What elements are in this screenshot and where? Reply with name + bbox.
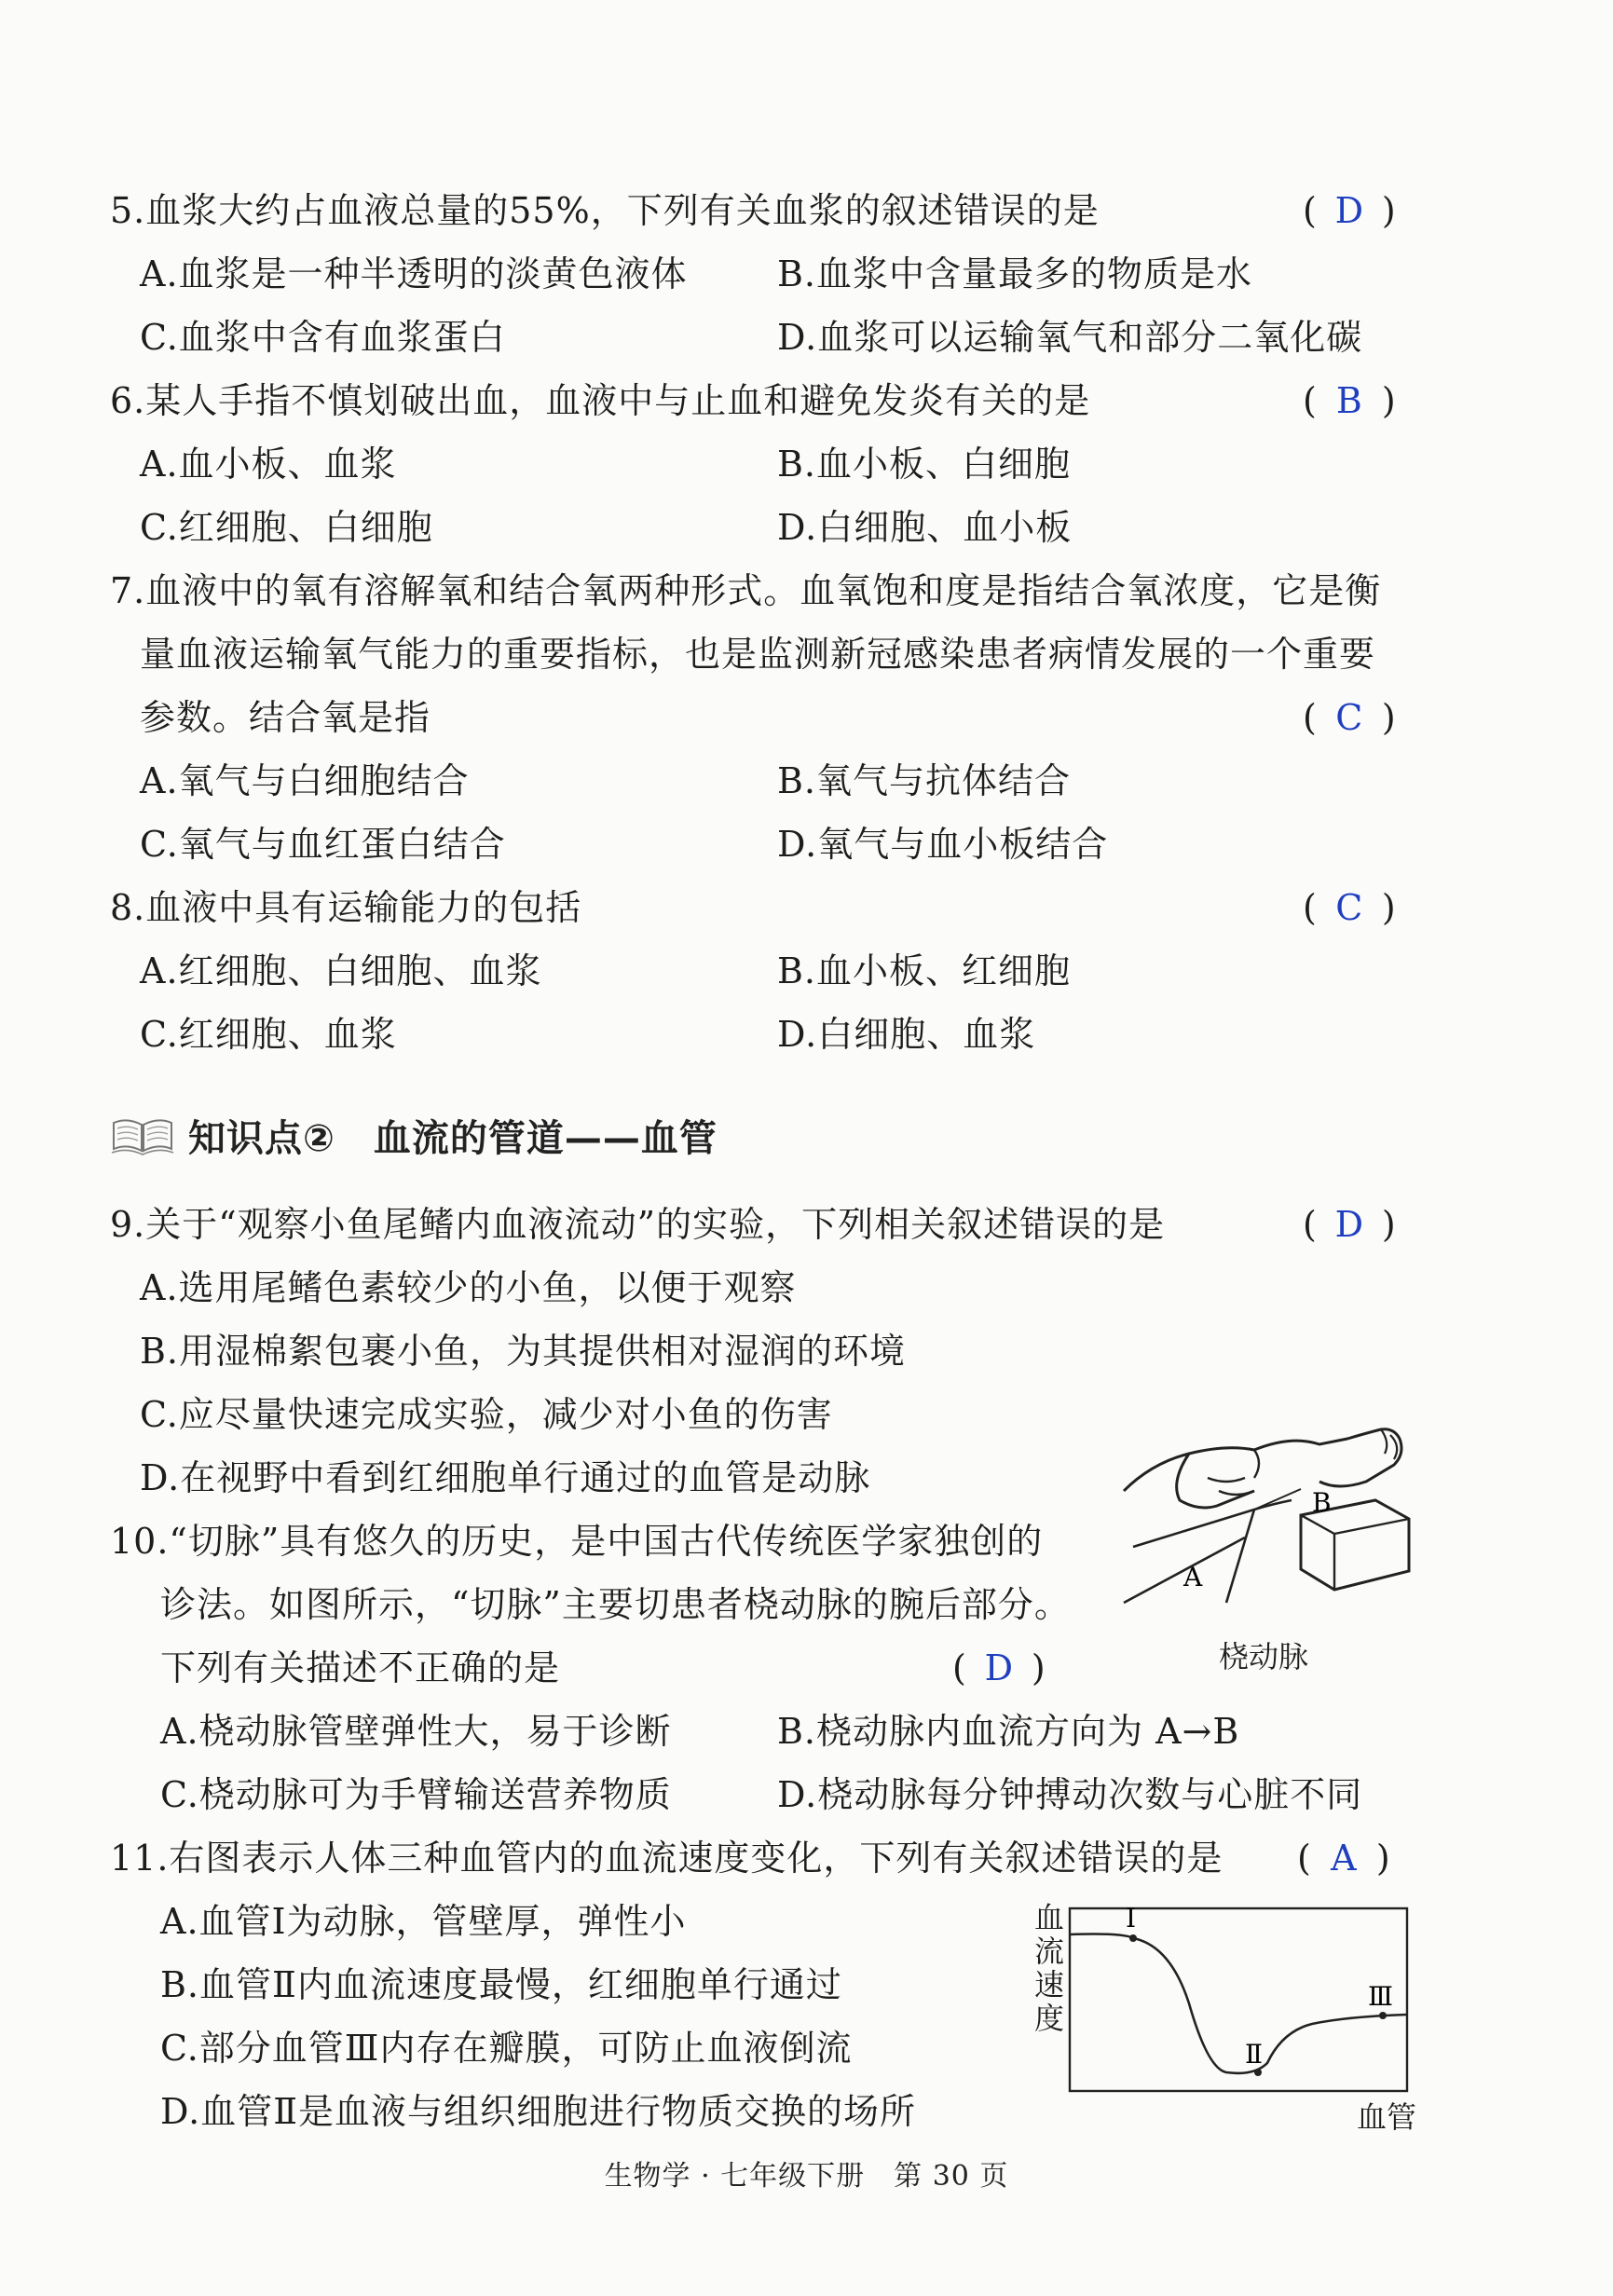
figure11-ylabel: 血流速度 (1033, 1900, 1064, 2036)
q7-option-d: D.氧气与血小板结合 (777, 824, 1109, 865)
q6-stem: 6.某人手指不慎划破出血，血液中与止血和避免发炎有关的是 (110, 380, 1091, 421)
q11-option-b: B.血管Ⅱ内血流速度最慢，红细胞单行通过 (160, 1964, 842, 2005)
q9-answer: D (1334, 1204, 1364, 1245)
figure10-caption: 桡动脉 (1219, 1639, 1309, 1674)
q8-option-c: C.红细胞、血浆 (140, 1014, 397, 1055)
q7-option-a: A.氧气与白细胞结合 (140, 760, 470, 801)
q7-answer-bracket: ( C ) (1303, 697, 1396, 738)
figure11-xlabel: 血管 (1357, 2099, 1417, 2135)
q10-stem-line-3: 下列有关描述不正确的是 (160, 1647, 561, 1688)
q11-stem: 11.右图表示人体三种血管内的血流速度变化，下列有关叙述错误的是 (110, 1838, 1223, 1879)
q10-option-c: C.桡动脉可为手臂输送营养物质 (160, 1774, 672, 1815)
q11-option-d: D.血管Ⅱ是血液与组织细胞进行物质交换的场所 (160, 2091, 917, 2132)
q11-option-a: A.血管Ⅰ为动脉，管壁厚，弹性小 (160, 1901, 687, 1942)
q8-option-b: B.血小板、红细胞 (777, 950, 1072, 991)
q10-option-b: B.桡动脉内血流方向为 A→B (777, 1711, 1240, 1752)
wrist-pulse-figure (1114, 1426, 1422, 1612)
q6-option-d: D.白细胞、血小板 (777, 507, 1073, 548)
q8-answer-bracket: ( C ) (1303, 887, 1396, 928)
figure10-label-a: A (1183, 1562, 1203, 1592)
q8-option-d: D.白细胞、血浆 (777, 1014, 1036, 1055)
q5-option-a: A.血浆是一种半透明的淡黄色液体 (140, 253, 688, 294)
q10-stem-line-1: 10.“切脉”具有悠久的历史，是中国古代传统医学家独创的 (110, 1521, 1044, 1562)
q11-option-c: C.部分血管Ⅲ内存在瓣膜，可防止血液倒流 (160, 2028, 853, 2069)
q6-option-c: C.红细胞、白细胞 (140, 507, 433, 548)
q11-answer-bracket: ( A ) (1297, 1838, 1390, 1879)
q7-stem-line-3: 参数。结合氧是指 (140, 697, 431, 738)
q7-stem-line-1: 7.血液中的氧有溶解氧和结合氧两种形式。血氧饱和度是指结合氧浓度，它是衡 (110, 570, 1382, 611)
q8-stem: 8.血液中具有运输能力的包括 (110, 887, 582, 928)
q10-answer-bracket: ( D ) (952, 1647, 1046, 1688)
q10-stem-line-2: 诊法。如图所示，“切脉”主要切患者桡动脉的腕后部分。 (160, 1584, 1071, 1625)
q6-option-b: B.血小板、白细胞 (777, 444, 1072, 485)
q7-answer: C (1335, 697, 1363, 738)
q5-stem: 5.血浆大约占血液总量的55%，下列有关血浆的叙述错误的是 (110, 190, 1100, 231)
q5-option-d: D.血浆可以运输氧气和部分二氧化碳 (777, 317, 1363, 358)
section-title: 知识点② 血流的管道——血管 (188, 1116, 718, 1160)
figure11-label-3: Ⅲ (1368, 1981, 1394, 2012)
q10-option-a: A.桡动脉管壁弹性大，易于诊断 (160, 1711, 672, 1752)
q11-answer: A (1331, 1838, 1357, 1879)
q9-option-c: C.应尽量快速完成实验，减少对小鱼的伤害 (140, 1394, 833, 1435)
q6-answer: B (1335, 380, 1362, 421)
figure11-label-2: Ⅱ (1245, 2039, 1264, 2070)
q7-option-c: C.氧气与血红蛋白结合 (140, 824, 506, 865)
q5-option-b: B.血浆中含量最多的物质是水 (777, 253, 1253, 294)
open-book-icon (110, 1114, 175, 1156)
q9-option-b: B.用湿棉絮包裹小鱼，为其提供相对湿润的环境 (140, 1331, 907, 1372)
q8-answer: C (1335, 887, 1363, 928)
q10-answer: D (984, 1647, 1014, 1688)
q9-answer-bracket: ( D ) (1303, 1204, 1396, 1245)
q6-answer-bracket: ( B ) (1303, 380, 1396, 421)
q8-option-a: A.红细胞、白细胞、血浆 (140, 950, 542, 991)
section-header (110, 1107, 718, 1163)
q5-answer: D (1334, 190, 1364, 231)
q9-option-a: A.选用尾鳍色素较少的小鱼，以便于观察 (140, 1267, 797, 1308)
q9-stem: 9.关于“观察小鱼尾鳍内血液流动”的实验，下列相关叙述错误的是 (110, 1204, 1166, 1245)
figure10-label-b: B (1312, 1487, 1332, 1518)
q10-option-d: D.桡动脉每分钟搏动次数与心脏不同 (777, 1774, 1363, 1815)
blood-flow-speed-chart (1068, 1901, 1413, 2097)
q5-option-c: C.血浆中含有血浆蛋白 (140, 317, 506, 358)
q6-option-a: A.血小板、血浆 (140, 444, 397, 485)
q9-option-d: D.在视野中看到红细胞单行通过的血管是动脉 (140, 1457, 871, 1498)
page-footer: 生物学 · 七年级下册 第 30 页 (604, 2160, 1009, 2193)
q7-option-b: B.氧气与抗体结合 (777, 760, 1072, 801)
figure11-label-1: Ⅰ (1126, 1903, 1137, 1934)
q5-answer-bracket: ( D ) (1303, 190, 1396, 231)
q7-stem-line-2: 量血液运输氧气能力的重要指标，也是监测新冠感染患者病情发展的一个重要 (140, 634, 1376, 675)
